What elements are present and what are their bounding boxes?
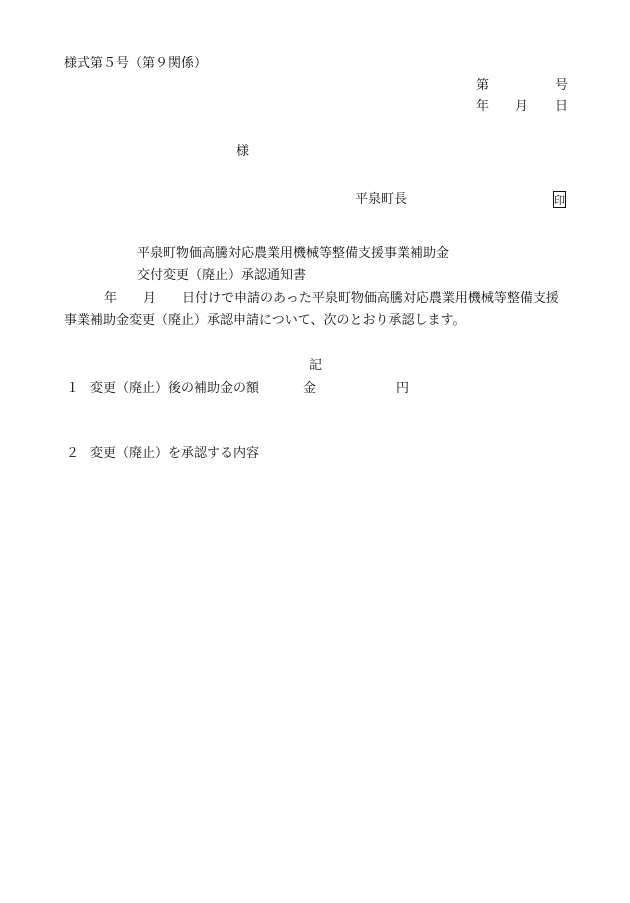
seal-mark: 印 — [553, 191, 566, 208]
issuer-name: 平泉町長 — [355, 192, 408, 207]
number-suffix: 号 — [555, 78, 569, 93]
date-month: 月 — [515, 99, 529, 114]
item-1-label: 変更（廃止）後の補助金の額 — [90, 381, 260, 396]
item-2-label: 変更（廃止）を承認する内容 — [90, 446, 260, 461]
body-year: 年 — [104, 291, 118, 306]
item-1-amount-unit: 円 — [396, 381, 410, 396]
body-month: 月 — [143, 291, 157, 306]
document-title-line2: 交付変更（廃止）承認通知書 — [137, 268, 307, 283]
number-prefix: 第 — [476, 78, 490, 93]
addressee-suffix: 様 — [236, 144, 250, 159]
body-line1: 日付けで申請のあった平泉町物価高騰対応農業用機械等整備支援 — [182, 291, 559, 306]
form-label: 様式第５号（第９関係） — [64, 56, 208, 71]
ki-heading: 記 — [309, 358, 323, 373]
item-2-number: ２ — [66, 446, 80, 461]
item-1-amount-prefix: 金 — [303, 381, 317, 396]
date-year: 年 — [476, 99, 490, 114]
document-title-line1: 平泉町物価高騰対応農業用機械等整備支援事業補助金 — [137, 246, 450, 261]
body-line2: 事業補助金変更（廃止）承認申請について、次のとおり承認します。 — [64, 313, 466, 328]
date-day: 日 — [555, 99, 569, 114]
item-1-number: １ — [66, 381, 80, 396]
